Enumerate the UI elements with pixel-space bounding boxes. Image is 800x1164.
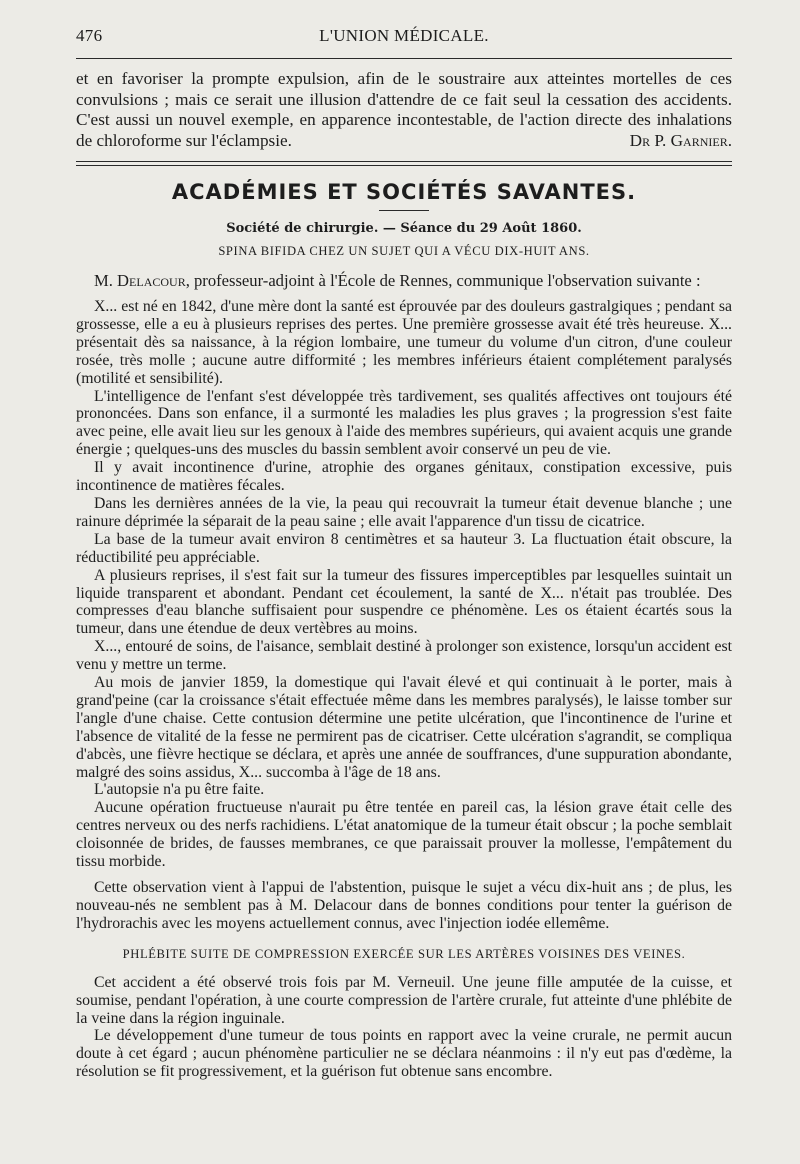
case-paragraph: X..., entouré de soins, de l'aisance, semblait destiné à prolonger son existence, lorsqu'un accident est venu y mettre un terme. bbox=[76, 638, 732, 674]
case-paragraph: L'autopsie n'a pu être faite. bbox=[94, 781, 265, 799]
commentary-paragraph: Cette observation vient à l'appui de l'abstention, puisque le sujet a vécu dix-huit ans ; de plus, les nouveau-nés ne semblent pas à M. Delacour dans de bonnes conditions pour tenter la guérison de l'hydrorachis avec les moyens actuellement connus, avec l'injection iodée ellemême. bbox=[76, 879, 732, 932]
second-paragraph: Cet accident a été observé trois fois par M. Verneuil. Une jeune fille amputée de la cuisse, et soumise, pendant l'opération, à une courte compression de l'artère crurale, fut atteinte d'une phlébite de la veine dans la région inguinale. bbox=[76, 973, 732, 1027]
header-rule bbox=[76, 58, 732, 59]
case-body bbox=[76, 271, 732, 1081]
case-paragraph: La base de la tumeur avait environ 8 centimètres et sa hauteur 3. La fluctuation était obscure, la réductibilité peu appréciable. bbox=[76, 530, 732, 566]
intro-block bbox=[76, 69, 732, 151]
case-paragraph: A plusieurs reprises, il s'est fait sur la tumeur des fissures imperceptibles par lesquelles suintait un liquide transparent et abondant. Pendant cet écoulement, la santé de X... n'était pas troublée. Des compresses d'eau blanche suffisaient pour suspendre ce phénomène. Les os étaient écartés sous la tumeur, dans une étendue de deux vertèbres au moins. bbox=[76, 566, 732, 638]
section-title: ACADÉMIES ET SOCIÉTÉS SAVANTES. bbox=[171, 180, 637, 204]
running-head bbox=[76, 26, 732, 52]
case-paragraph: Au mois de janvier 1859, la domestique qui l'avait élevé et qui continuait à le porter, mais à grand'peine (car la croissance s'était effectuée même dans les membres paralysés), le laisse tomber sur l'angle d'une chaise. Cette contusion détermine une petite ulcération, que l'incontinence de l'urine et l'absence de vitalité de la fesse ne permirent pas de cicatriser. Cette ulcération s'agrandit, se compliqua d'abcès, une fièvre hectique se déclara, et après une année de souffrances, d'une suppuration abondante, malgré des soins assidus, X... succomba à l'âge de 18 ans. bbox=[76, 674, 732, 781]
presenter-text: professeur-adjoint à l'École de Rennes, communique l'observation suivante : bbox=[189, 271, 701, 290]
title-divider bbox=[379, 210, 429, 211]
case-title: SPINA BIFIDA CHEZ UN SUJET QUI A VÉCU DIX-HUIT ANS. bbox=[218, 244, 590, 258]
journal-title: L'UNION MÉDICALE. bbox=[319, 26, 489, 45]
section-rule bbox=[76, 161, 732, 166]
presenter-paragraph bbox=[76, 271, 732, 290]
case-paragraph: L'intelligence de l'enfant s'est développée très tardivement, ses qualités affectives ont toujours été prononcées. Dans son enfance, il a surmonté les maladies les plus graves ; la progression s'est faite avec peine, elle avait lieu sur les genoux à l'aide des membres supérieurs, qui avaient acquis une grande énergie ; quelques-uns des muscles du bassin semblent avoir conservé un peu de vie. bbox=[76, 387, 732, 459]
case-paragraph: Dans les dernières années de la vie, la peau qui recouvrait la tumeur était devenue blanche ; une rainure déprimée la séparait de la peau saine ; elle avait l'apparence d'un tissu de cicatrice. bbox=[76, 494, 732, 530]
presenter-name: M. Delacour, bbox=[94, 271, 190, 290]
intro-paragraph bbox=[76, 69, 732, 151]
second-paragraph: Le développement d'une tumeur de tous points en rapport avec la veine crurale, ne permit aucun doute à cet égard ; aucun phénomène particulier ne se déclara néanmoins : il n'y eut pas d'œdème, la résolution se fit progressivement, et la guérison fut obtenue sans encombre. bbox=[76, 1027, 732, 1081]
second-case-title: PHLÉBITE SUITE DE COMPRESSION EXERCÉE SUR LES ARTÈRES VOISINES DES VEINES. bbox=[122, 946, 686, 961]
case-paragraph: Aucune opération fructueuse n'aurait pu être tentée en pareil cas, la lésion grave était celle des centres nerveux ou des nerfs rachidiens. L'état anatomique de la tumeur était obscur ; la poche semblait cloisonnée de brides, de fausses membranes, ce que paraissait prouver la mollesse, l'empâtement du tissu morbide. bbox=[76, 799, 732, 871]
case-paragraph: Il y avait incontinence d'urine, atrophie des organes génitaux, constipation excessive, puis incontinence de matières fécales. bbox=[76, 459, 732, 495]
page-number: 476 bbox=[76, 26, 103, 45]
case-paragraph: X... est né en 1842, d'une mère dont la santé est éprouvée par des douleurs gastralgiques ; pendant sa grossesse, elle a eu à plusieurs reprises des pertes. Une première grossesse avait été très heureuse. X... présentait dès sa naissance, à la région lombaire, une tumeur du volume d'un citron, d'une couleur rosée, très molle ; aucune autre difformité ; les membres inférieurs étaient complétement paralysés (motilité et sensibilité). bbox=[76, 298, 732, 387]
intro-text: et en favoriser la prompte expulsion, afin de le soustraire aux atteintes mortelles de ces convulsions ; mais ce serait une illusion d'attendre de ce fait seul la cessation des accidents. C'est aussi un nouvel exemple, en apparence incontestable, de l'action directe des inhalations de chloroforme sur l'éclampsie. bbox=[76, 69, 732, 150]
session-heading: Société de chirurgie. — Séance du 29 Août 1860. bbox=[226, 221, 582, 236]
author-signature: Dr P. Garnier. bbox=[629, 130, 732, 150]
